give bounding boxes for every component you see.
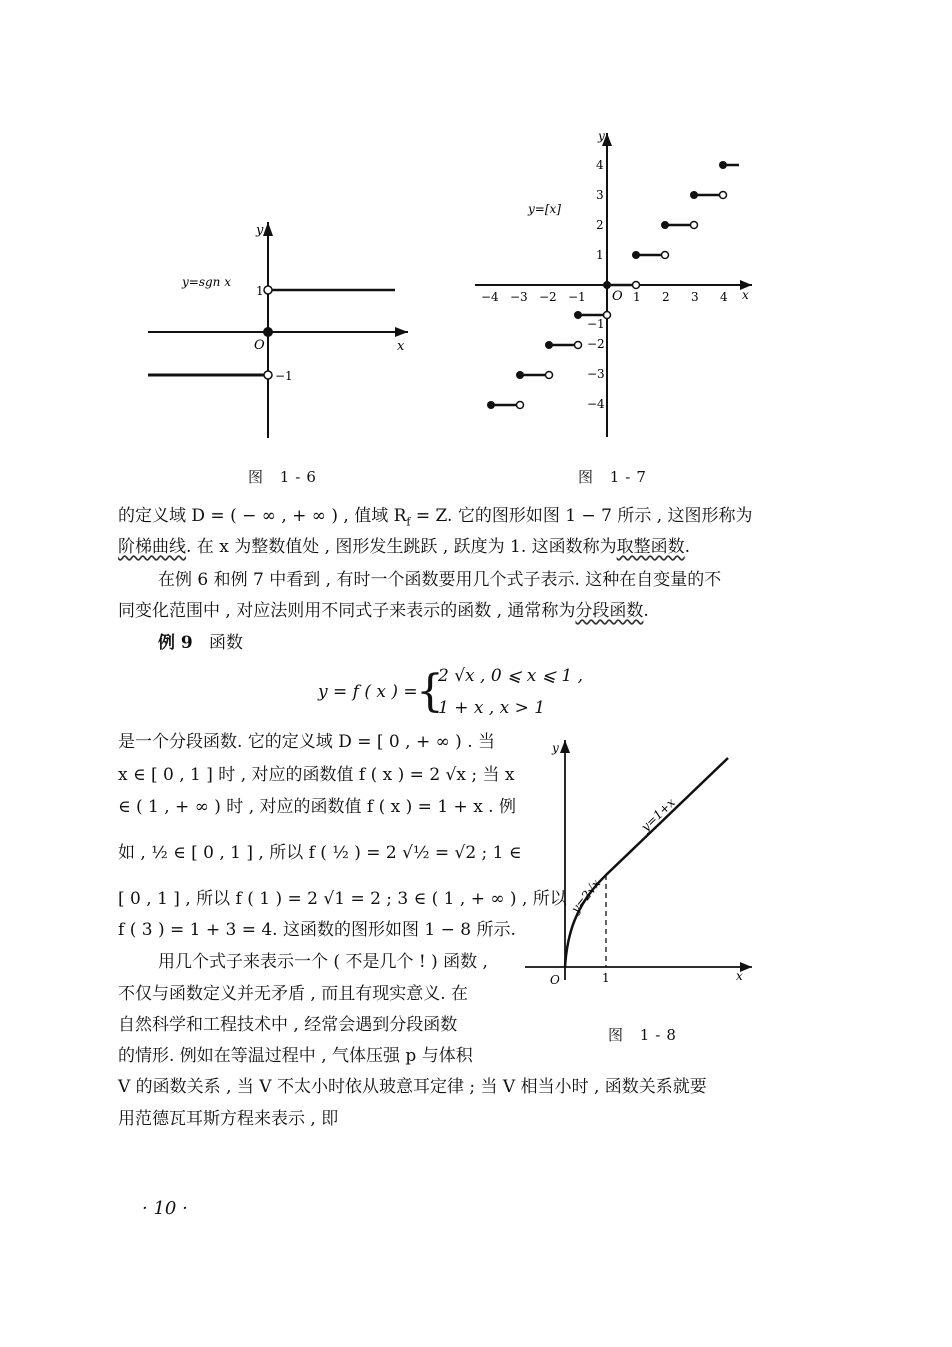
figure-1-7 [470, 125, 760, 445]
origin-label: O [254, 338, 265, 353]
paragraph: 阶梯曲线. 在 x 为整数值处 , 图形发生跳跃 , 跃度为 1. 这函数称为取整函数. [118, 537, 691, 557]
y-axis-label: y [552, 741, 559, 755]
text-line: [ 0 , 1 ] , 所以 f ( 1 ) = 2 √1 = 2 ; 3 ∈ ( 1 , + ∞ ) , 所以 [118, 889, 567, 909]
tick-label: 1 [256, 284, 264, 298]
text-line: 如 , ½ ∈ [ 0 , 1 ] , 所以 f ( ½ ) = 2 √½ = √2 ; 1 ∈ [118, 843, 522, 863]
figure-caption: 图 1-8 [608, 1026, 682, 1044]
x-axis-label: x [397, 339, 405, 354]
closed-endpoint [545, 341, 553, 349]
x-tick-label: 4 [720, 290, 728, 304]
text-line: 不仅与函数定义并无矛盾 , 而且有现实意义. 在 [118, 984, 469, 1004]
example-heading: 例 9 函数 [158, 633, 243, 653]
x-tick-label: −1 [568, 290, 586, 304]
x-tick-label: −3 [510, 290, 528, 304]
open-endpoint [691, 222, 698, 229]
x-tick-label: 1 [633, 290, 641, 304]
paragraph: 在例 6 和例 7 中看到 , 有时一个函数要用几个式子表示. 这种在自变量的不 [158, 570, 722, 590]
text-line: 自然科学和工程技术中 , 经常会遇到分段函数 [118, 1015, 458, 1035]
tick-label: 1 [602, 971, 610, 985]
open-endpoint [575, 342, 582, 349]
y-tick-label: −1 [587, 317, 605, 331]
x-axis-label: x [736, 969, 743, 983]
paragraph: 同变化范围中 , 对应法则用不同式子来表示的函数 , 通常称为分段函数. [118, 601, 649, 621]
y-tick-label: −4 [587, 397, 605, 411]
y-tick-label: 1 [596, 248, 604, 262]
open-endpoint [546, 372, 553, 379]
open-endpoint [662, 252, 669, 259]
x-axis-label: x [742, 288, 749, 302]
text-line: 是一个分段函数. 它的定义域 D = [ 0 , + ∞ ) . 当 [118, 732, 496, 752]
figure-caption: 图 1-7 [578, 468, 652, 486]
text-line: 用范德瓦耳斯方程来表示 , 即 [118, 1109, 339, 1129]
figure-caption: 图 1-6 [248, 468, 322, 486]
origin-label: O [612, 289, 623, 304]
y-axis-label: y [598, 129, 605, 143]
y-tick-label: 3 [596, 188, 604, 202]
x-tick-label: 3 [691, 290, 699, 304]
x-tick-label: −4 [481, 290, 499, 304]
open-endpoint [633, 282, 640, 289]
y-tick-label: −2 [587, 337, 605, 351]
closed-endpoint [719, 161, 727, 169]
y-tick-label: 2 [596, 218, 604, 232]
text-line: f ( 3 ) = 1 + 3 = 4. 这函数的图形如图 1 − 8 所示. [118, 920, 516, 940]
open-endpoint [720, 192, 727, 199]
closed-endpoint [516, 371, 524, 379]
x-tick-label: −2 [539, 290, 557, 304]
y-tick-label: −3 [587, 367, 605, 381]
tick-label: −1 [275, 369, 293, 383]
text-line: V 的函数关系 , 当 V 不太小时依从玻意耳定律 ; 当 V 相当小时 , 函数关系就要 [118, 1077, 707, 1097]
open-endpoint [517, 402, 524, 409]
text-line: 用几个式子来表示一个 ( 不是几个 ! ) 函数 , [158, 952, 488, 972]
figure-1-6 [140, 210, 410, 450]
y-axis-label: y [256, 223, 264, 238]
function-label: y=sgn x [182, 275, 231, 289]
text-line: 的情形. 例如在等温过程中 , 气体压强 p 与体积 [118, 1046, 473, 1066]
x-tick-label: 2 [662, 290, 670, 304]
closed-endpoint [574, 311, 582, 319]
text-line: x ∈ [ 0 , 1 ] 时 , 对应的函数值 f ( x ) = 2 √x ; 当 x [118, 765, 515, 785]
page-number: · 10 · [142, 1198, 188, 1219]
closed-endpoint [487, 401, 495, 409]
y-tick-label: 4 [596, 158, 604, 172]
curve-label: y=2√x [568, 876, 604, 916]
origin-label: O [550, 973, 560, 987]
piecewise-formula: y = f ( x ) = { 2 √x , 0 ⩽ x ⩽ 1 , 1 + x , x > 1 [318, 666, 583, 718]
closed-endpoint [632, 251, 640, 259]
paragraph: 的定义域 D = ( − ∞ , + ∞ ) , 值域 $R_f = Z$. 它的图形如图 1 − 7 所示 , 这图形称为 [118, 506, 753, 529]
closed-endpoint [690, 191, 698, 199]
closed-endpoint [603, 281, 611, 289]
text-line: ∈ ( 1 , + ∞ ) 时 , 对应的函数值 f ( x ) = 1 + x . 例 [118, 797, 516, 817]
figure-1-8 [520, 730, 760, 990]
closed-endpoint [661, 221, 669, 229]
line-label: y=1+x [638, 795, 678, 835]
function-label: y=[x] [528, 202, 561, 216]
